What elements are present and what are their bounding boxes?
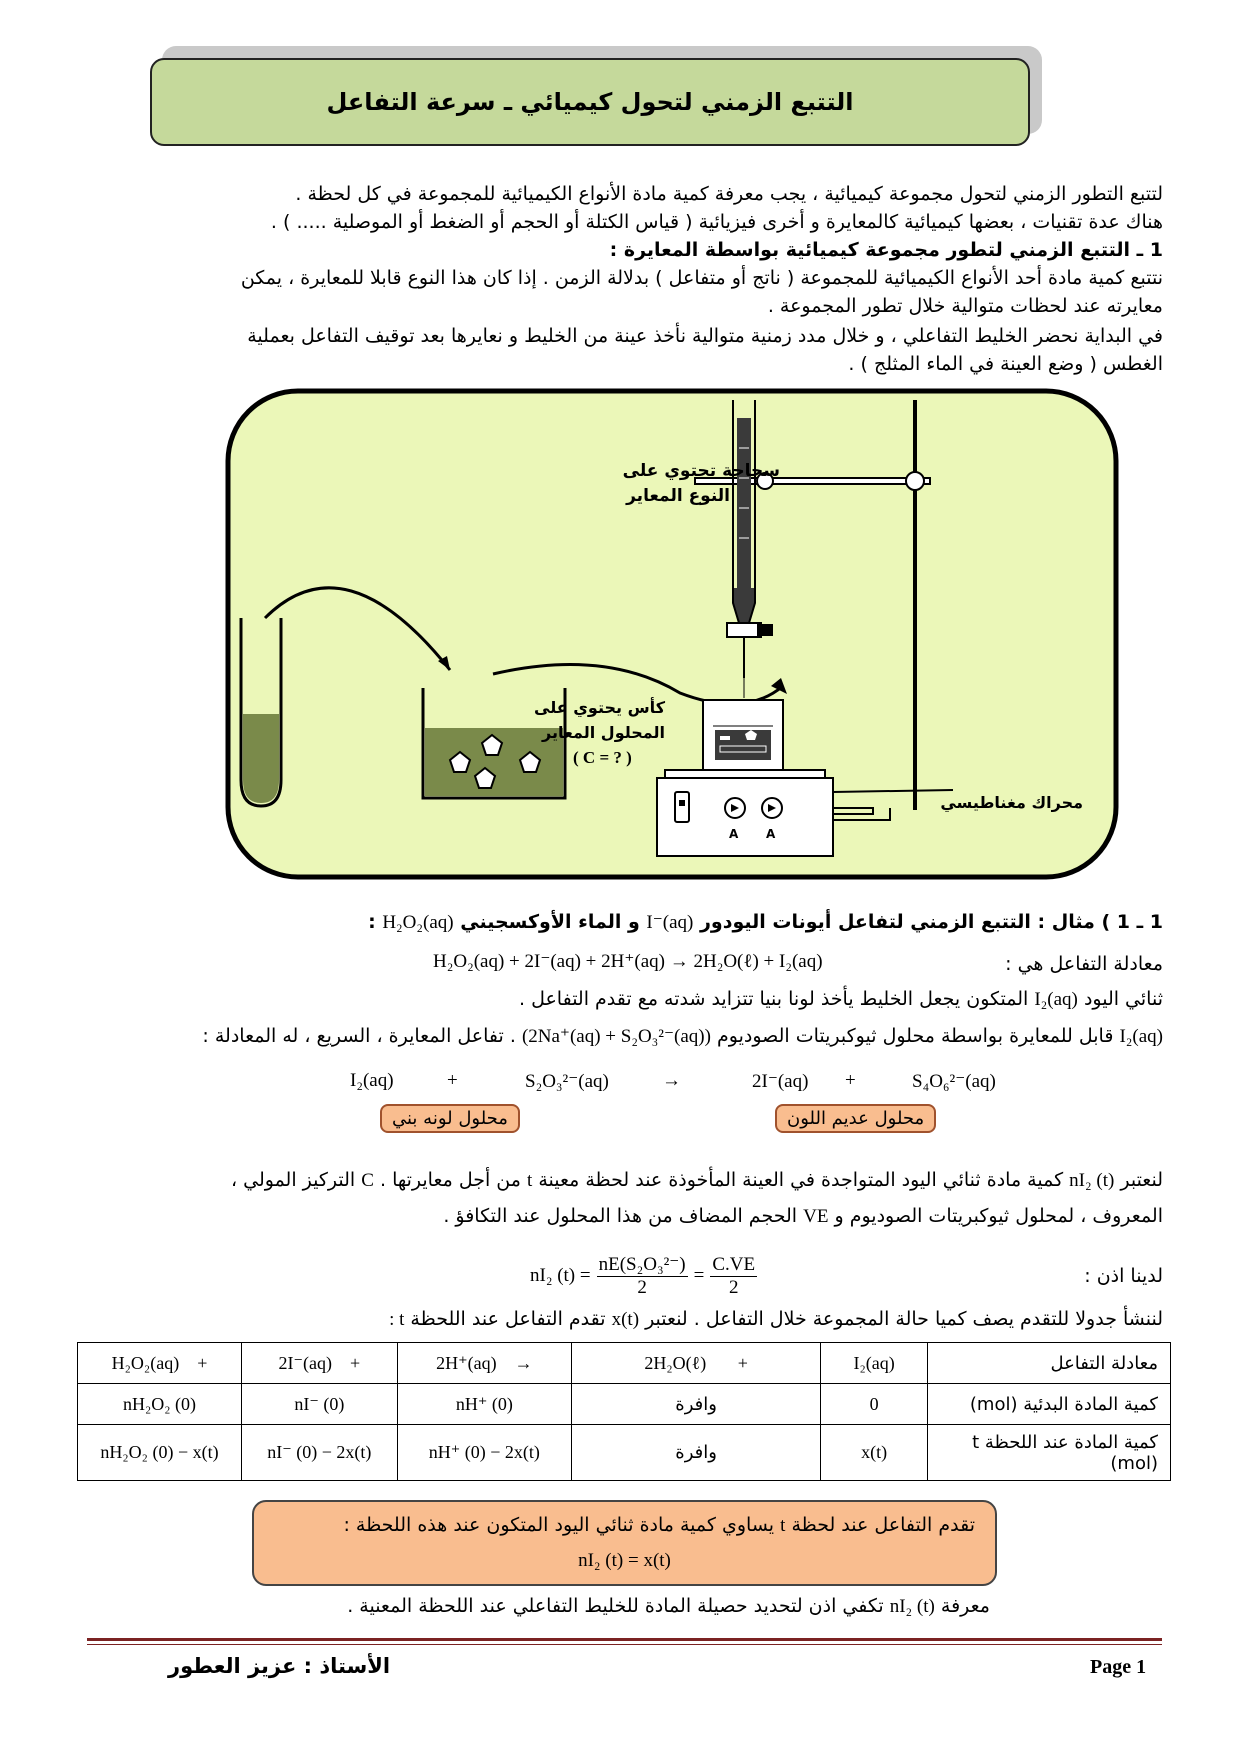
iodine-line: ثنائي اليود I₂(aq) المتكون يجعل الخليط يأخذ لونا بنيا تتزايد شدته مع تقدم التفاعل . [518,988,1163,1010]
section-1-p2a: في البداية نحضر الخليط التفاعلي ، و خلال مدد زمنية متوالية نأخذ عينة من الخليط و نعايرها بعد توقيف التفاعل بعملية [247,325,1163,347]
titration-product-1: 2I⁻(aq) [752,1071,809,1092]
callout-line-1: تقدم التفاعل عند لحظة t يساوي كمية مادة ثنائي اليود المتكون عند هذه اللحظة : [343,1514,975,1536]
title-box [150,58,1030,146]
intro-line-2: هناك عدة تقنيات ، بعضها كيميائية كالمعايرة و أخرى فيزيائية ( قياس الكتلة أو الحجم أو الضغط أو الموصلية ..... ) . [270,211,1163,233]
footer-teacher: الأستاذ : عزيز العطور [168,1654,391,1678]
section-1-p2b: الغطس ( وضع العينة في الماء المثلج ) . [848,353,1163,375]
titration-plus-1: + [447,1070,458,1091]
knob-a1-label: A [729,827,739,841]
row-label-equation: معادلة التفاعل [928,1343,1171,1384]
titration-line: I₂(aq) قابل للمعايرة بواسطة محلول ثيوكبريتات الصوديوم (2Na⁺(aq) + S₂O₃²⁻(aq)) . تفاعل المعايرة ، السريع ، له المعادلة : [202,1025,1163,1047]
equivalence-formula: nI₂ (t) = $\frac{\text{nE(S₂O₃²⁻)}}{2}$ = $\frac{C.VE}{2}$ [530,1253,756,1298]
we-have-label: لدينا اذن : [1084,1265,1163,1287]
table-row-initial: nH₂O₂ (0) nI⁻ (0) nH⁺ (0) وافرة 0 كمية المادة البدئية (mol) [78,1384,1171,1425]
table-row-equation: H₂O₂(aq) + 2I⁻(aq) + 2H⁺(aq) → 2H₂O(ℓ) + I₂(aq) معادلة التفاعل [78,1343,1171,1384]
section-1-p1a: نتتبع كمية مادة أحد الأنواع الكيميائية للمجموعة ( ناتج أو متفاعل ) بدلالة الزمن . إذا كان هذا النوع قابلا للمعايرة ، يمكن [240,267,1163,289]
intro-line-1: لتتبع التطور الزمني لتحول مجموعة كيميائية ، يجب معرفة كمية مادة الأنواع الكيميائية للمجموعة في كل لحظة . [295,183,1163,205]
callout-line-2: nI₂ (t) = x(t) [578,1550,671,1571]
conclusion-line: معرفة nI₂ (t) تكفي اذن لتحديد حصيلة المادة للخليط التفاعلي عند اللحظة المعنية . [347,1595,990,1617]
example-heading: 1 ـ 1 ) مثال : التتبع الزمني لتفاعل أيونات اليودور I⁻(aq) و الماء الأوكسجيني H₂O₂(aq) : [368,911,1163,933]
reaction-equation: H₂O₂(aq) + 2I⁻(aq) + 2H⁺(aq) → 2H₂O(ℓ) + I₂(aq) [433,951,823,972]
equivalence-line-2: المعروف ، لمحلول ثيوكبريتات الصوديوم و VE الحجم المضاف من هذا المحلول عند التكافؤ . [443,1205,1163,1227]
formula-fraction-2: $\frac{C.VE}{2}$ [712,1253,756,1298]
footer-divider [87,1638,1162,1641]
tag-colorless-solution: محلول عديم اللون [775,1104,936,1133]
section-1-heading: 1 ـ التتبع الزمني لتطور مجموعة كيميائية بواسطة المعايرة : [609,239,1163,261]
titration-figure [225,388,1119,880]
beaker-label-2: المحلول المعاير [542,723,665,742]
row-label-initial: كمية المادة البدئية (mol) [928,1384,1171,1425]
table-intro: لننشأ جدولا للتقدم يصف كميا حالة المجموعة خلال التفاعل . لنعتبر x(t) تقدم التفاعل عند اللحظة t : [389,1308,1163,1330]
row-label-time-t: كمية المادة عند اللحظة t (mol) [928,1425,1171,1481]
burette-label-2: النوع المعاير [626,486,730,506]
titration-arrow: → [662,1070,681,1091]
titration-reactant-2: S₂O₃²⁻(aq) [525,1071,609,1092]
titration-reactant-1: I₂(aq) [350,1070,394,1091]
advancement-table [77,1342,1171,1481]
beaker-label-1: كأس يحتوي على [534,698,665,717]
page-title: التتبع الزمني لتحول كيميائي ـ سرعة التفاعل [326,88,854,116]
footer-divider-thin [87,1644,1162,1645]
beaker-label-3: ( C = ? ) [573,748,632,767]
formula-fraction-1: $\frac{\text{nE(S₂O₃²⁻)}}{2}$ [598,1254,686,1298]
reaction-label: معادلة التفاعل هي : [1005,953,1163,975]
section-1-p1b: معايرته عند لحظات متوالية خلال تطور المجموعة . [767,295,1163,317]
knob-a2-label: A [766,827,776,841]
burette-label-1: سحاحة تحتوي على [622,461,780,481]
equivalence-line-1: لنعتبر nI₂ (t) كمية مادة ثنائي اليود المتواجدة في العينة المأخوذة عند لحظة معينة t من أجل معايرتها . C التركيز المولي ، [230,1169,1163,1191]
footer-page: Page 1 [1090,1656,1147,1678]
callout-box [252,1500,997,1586]
titration-product-2: S₄O₆²⁻(aq) [912,1071,996,1092]
tag-brown-solution: محلول لونه بني [380,1104,520,1133]
table-row-time-t: nH₂O₂ (0) − x(t) nI⁻ (0) − 2x(t) nH⁺ (0) − 2x(t) وافرة x(t) كمية المادة عند اللحظة t (mol) [78,1425,1171,1481]
titration-plus-2: + [845,1070,856,1091]
stirrer-label: محراك مغناطيسي [940,793,1083,812]
formula-lhs: nI₂ (t) = [530,1265,591,1286]
